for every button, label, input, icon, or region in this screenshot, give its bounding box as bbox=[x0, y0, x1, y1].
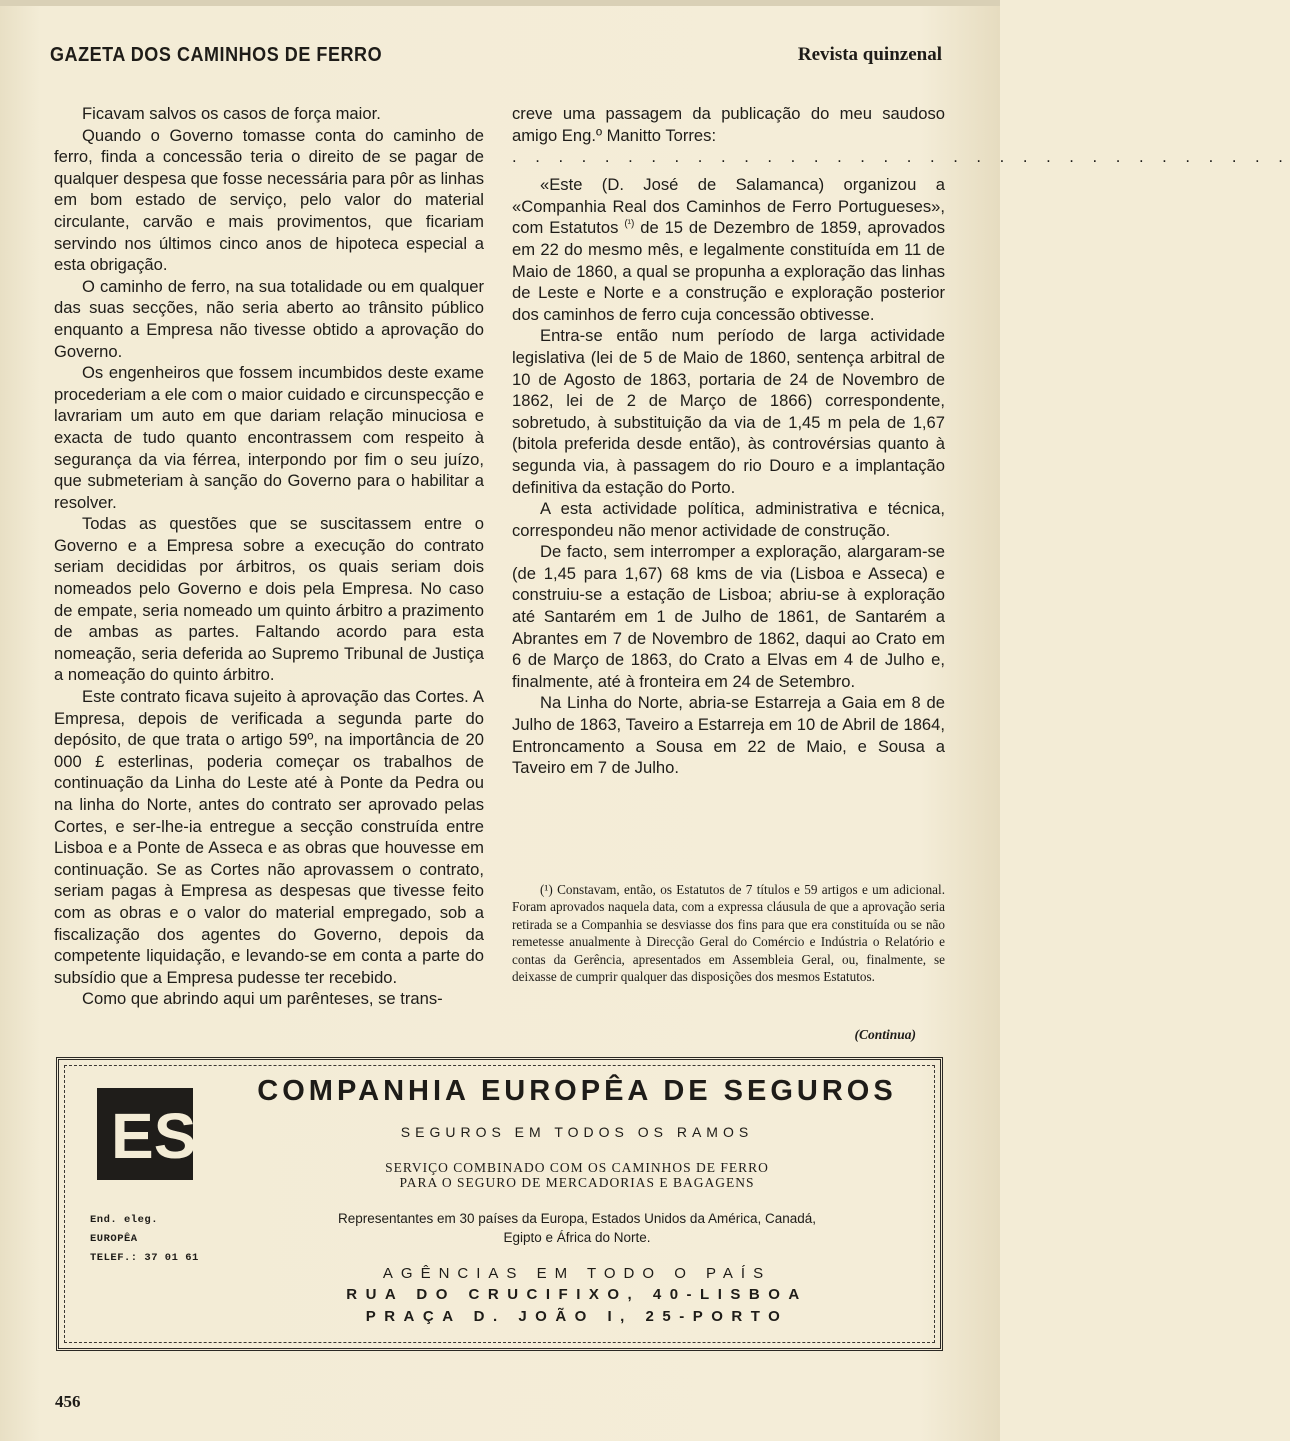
company-logo bbox=[97, 1088, 197, 1180]
ad-tagline: SEGUROS EM TODOS OS RAMOS bbox=[400, 1124, 754, 1140]
page-top-edge bbox=[0, 0, 1000, 6]
paragraph: A esta actividade política, administrativa e técnica, correspondeu não menor actividade de construção. bbox=[512, 499, 945, 540]
ad-representatives bbox=[232, 1209, 922, 1247]
right-column bbox=[512, 103, 1290, 779]
paragraph: Como que abrindo aqui um parênteses, se trans- bbox=[82, 989, 443, 1009]
service-line: SERVIÇO COMBINADO COM OS CAMINHOS DE FERRO bbox=[385, 1160, 769, 1175]
representatives-line: Representantes em 30 países da Europa, Estados Unidos da América, Canadá, bbox=[337, 1211, 817, 1226]
continued-note: (Continua) bbox=[854, 1027, 916, 1042]
address-lisboa: RUA DO CRUCIFIXO, 40-LISBOA bbox=[346, 1286, 808, 1303]
address-porto: PRAÇA D. JOÃO I, 25-PORTO bbox=[365, 1308, 789, 1325]
paragraph-text: «Este (D. José de Salamanca) organizou a «Companhia Real dos Caminhos de Ferro Portugueses», com Estatutos bbox=[512, 175, 945, 238]
ad-service bbox=[232, 1160, 922, 1190]
paragraph-text: de 15 de Dezembro de 1859, aprovados em 22 do mesmo mês, e legalmente constituída em 11 de Maio de 1860, a qual se propunha a exploração das linhas de Leste e Norte e a construção e exploração posterior dos caminhos de ferro cuja concessão obtivesse. bbox=[512, 218, 945, 324]
paragraph: O caminho de ferro, na sua totalidade ou em qualquer das suas secções, não seria aberto ao trânsito público enquanto a Empresa não tivesse obtido a aprovação do Governo. bbox=[54, 276, 484, 361]
journal-subtitle: Revista quinzenal bbox=[797, 44, 942, 65]
paragraph: Todas as questões que se suscitassem entre o Governo e a Empresa sobre a execução do contrato seriam decididas por árbitros, os quais seriam dois nomeados pelo Governo e dois pela Empresa. No caso de empate, seria nomeado um quinto árbitro a prazimento de ambas as partes. Faltando acordo para esta nomeação, seria deferida ao Supremo Tribunal de Justiça a nomeação do quinto árbitro. bbox=[54, 514, 484, 685]
paragraph-continuation: creve uma passagem da publicação do meu saudoso amigo Eng.º Manitto Torres: bbox=[512, 104, 945, 145]
footnote bbox=[512, 881, 945, 985]
paragraph: Ficavam salvos os casos de força maior. bbox=[82, 104, 381, 123]
es-logo-icon bbox=[97, 1088, 197, 1180]
footnote-text: (¹) Constavam, então, os Estatutos de 7 títulos e 59 artigos e um adicional. Foram aprovados naquela data, com a expressa cláusula de que a aprovação seria retirada se a Companhia se desviasse dos fins para que era constituída ou se não remetesse anualmente à Direcção Geral do Comércio e Indústria o Relatório e contas da Gerência, apresentados em Assembleia Geral, ou, finalmente, se deixasse de cumprir qualquer das disposições dos mesmos Estatutos. bbox=[512, 882, 945, 985]
paragraph: Entra-se então num período de larga actividade legislativa (lei de 5 de Maio de 1860, sentença arbitral de 10 de Agosto de 1863, portaria de 24 de Novembro de 1862, lei de 2 de Março de 1866) correspondente, sobretudo, à substituição da via de 1,45 m pela de 1,67 (bitola preferida desde então), às controvérsias quanto à segunda via, à passagem do rio Douro e a implantação definitiva da estação do Porto. bbox=[512, 326, 945, 497]
representatives-line: Egipto e África do Norte. bbox=[503, 1230, 651, 1245]
paragraph: Os engenheiros que fossem incumbidos deste exame procederiam a ele com o maior cuidado e circunspecção e lavrariam um auto em que dariam relação minuciosa e exacta de tudo quanto encontrassem com respeito à segurança da via férrea, interpondo por fim o seu juízo, que submeteriam à sanção do Governo para o habilitar a resolver. bbox=[54, 363, 484, 512]
contact-block bbox=[90, 1211, 210, 1268]
journal-title: GAZETA DOS CAMINHOS DE FERRO bbox=[50, 44, 383, 66]
paragraph bbox=[512, 174, 945, 325]
paragraph: Este contrato ficava sujeito à aprovação das Cortes. A Empresa, depois de verificada a segunda parte do depósito, de que trata o artigo 59º, na importância de 20 000 £ esterlinas, poderia começar os trabalhos de continuação da Linha do Leste até à Ponte da Pedra ou na linha do Norte, antes do contrato ser aprovado pelas Cortes, e ser-lhe-ia entregue a secção construída entre Lisboa e a Ponte de Asseca e as obras que houvesse em continuação. Se as Cortes não aprovassem o contrato, seriam pagas à Empresa as despesas que tivesse feito com as obras e o valor do material empregado, sob a fiscalização dos agentes do Governo, depois da competente liquidação, e levando-se em conta a parte do subsídio que a Empresa pudesse ter recebido. bbox=[54, 687, 484, 987]
paragraph: De facto, sem interromper a exploração, alargaram-se (de 1,45 para 1,67) 68 kms de via (Lisboa e Asseca) e construiu-se a estação de Lisboa; abriu-se à exploração até Santarém em 1 de Julho de 1861, de Santarém a Abrantes em 7 de Novembro de 1862, daqui ao Crato em 6 de Março de 1863, do Crato a Elvas em 4 de Julho e, finalmente, até à fronteira em 24 de Setembro. bbox=[512, 542, 945, 691]
left-column bbox=[54, 103, 484, 1010]
logo-letters: ES bbox=[111, 1100, 197, 1172]
running-header bbox=[50, 44, 942, 74]
footnote-marker: (¹) bbox=[624, 218, 635, 230]
company-name: COMPANHIA EUROPÊA DE SEGUROS bbox=[257, 1075, 897, 1107]
page-number: 456 bbox=[55, 1392, 81, 1411]
phone-number: TELEF.: 37 01 61 bbox=[90, 1252, 199, 1264]
paragraph: Na Linha do Norte, abria-se Estarreja a Gaia em 8 de Julho de 1863, Taveiro a Estarreja em 10 de Abril de 1864, Entroncamento a Sousa em 22 de Maio, e Sousa a Taveiro em 7 de Julho. bbox=[512, 693, 945, 778]
ellipsis-line: . . . . . . . . . . . . . . . . . . . . . . . . . . . . . . . . . . bbox=[512, 147, 1290, 167]
service-line: PARA O SEGURO DE MERCADORIAS E BAGAGENS bbox=[399, 1175, 755, 1190]
paragraph: Quando o Governo tomasse conta do caminho de ferro, finda a concessão teria o direito de se pagar de qualquer despesa que fosse necessária para pôr as linhas em bom estado de serviço, pelo valor do material circulante, carvão e mais provimentos, que ficariam servindo nos últimos cinco anos de hipoteca especial a esta obrigação. bbox=[54, 125, 484, 275]
ad-agencies: AGÊNCIAS EM TODO O PAÍS bbox=[382, 1265, 772, 1282]
telegraphic-address: End. eleg. EUROPÊA bbox=[90, 1214, 159, 1245]
